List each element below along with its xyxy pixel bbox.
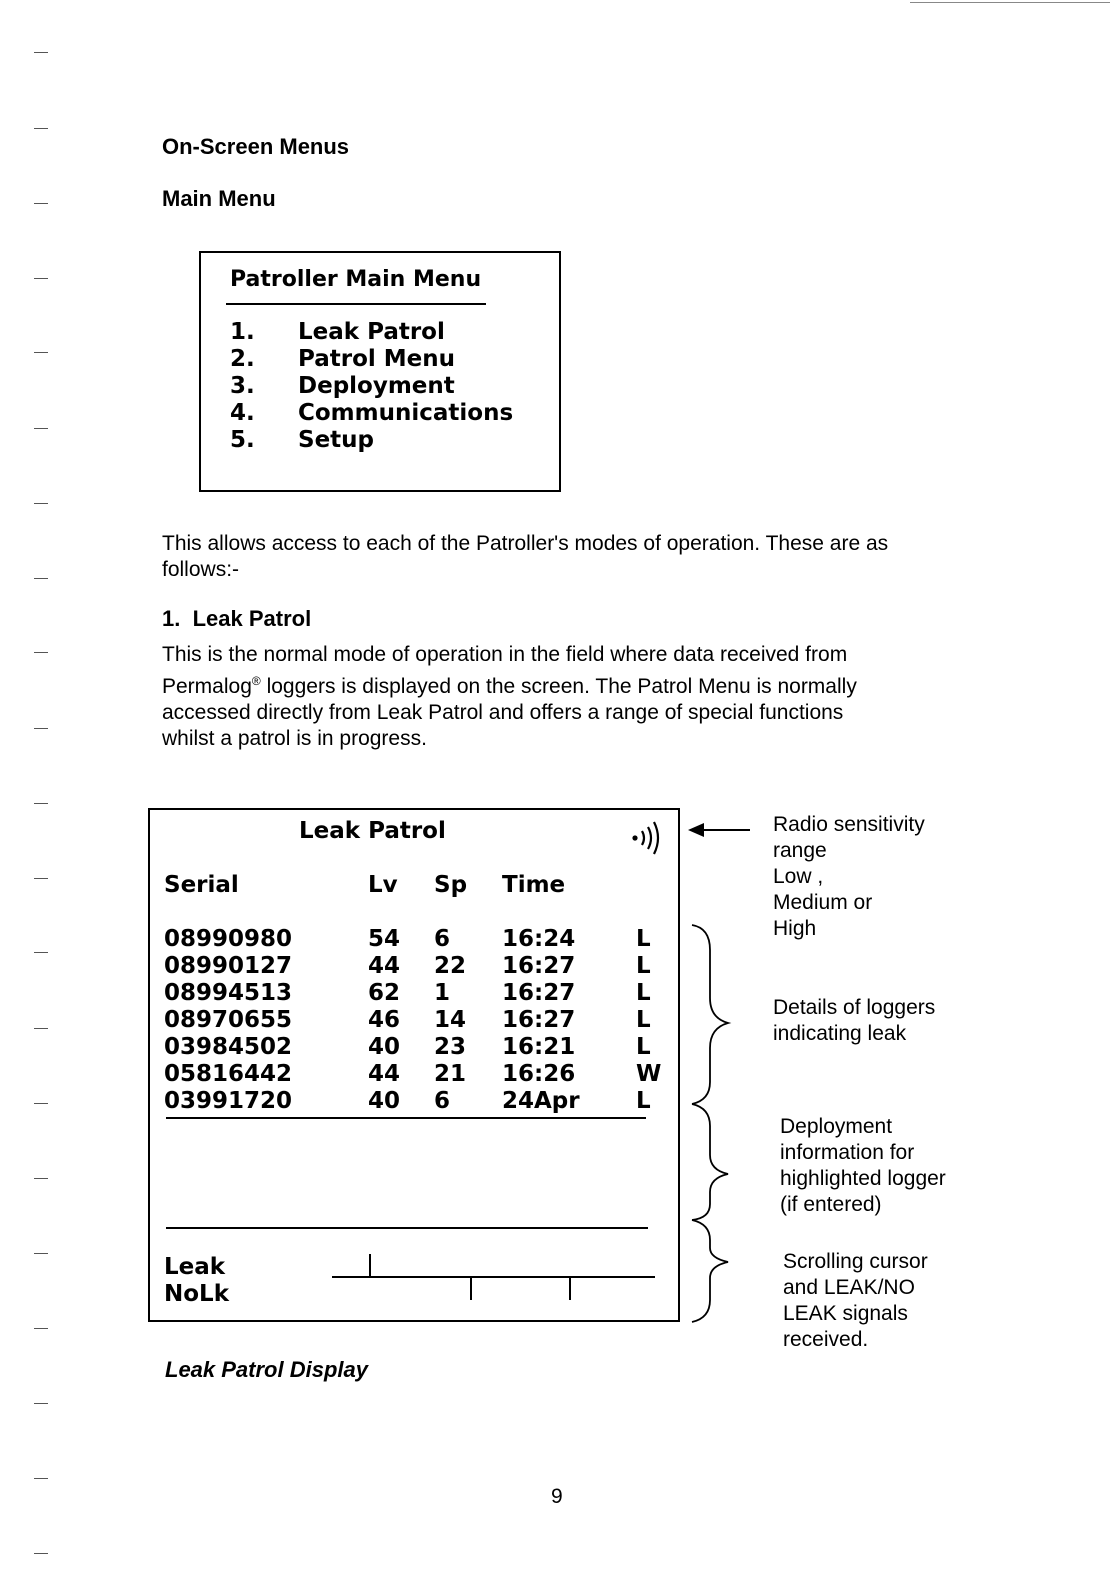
table-row[interactable]: 08990127 44 22 16:27 L [164,953,651,979]
scrolling-cursor-graph [330,1248,660,1308]
col-header-sp: Sp [434,872,468,898]
page-heading: On-Screen Menus [162,134,350,159]
annotation-graphics [680,800,760,1340]
radio-signal-icon [630,818,672,856]
signal-label-leak: Leak [164,1254,226,1280]
brace-scrolling-icon [692,1220,728,1322]
menu-item-communications[interactable]: 4. Communications [230,400,514,426]
table-row[interactable]: 03991720 40 6 24Apr L [164,1088,651,1114]
page-number: 9 [551,1485,563,1508]
figure-caption: Leak Patrol Display [165,1357,368,1382]
leak-patrol-screen [148,808,680,1322]
menu-item-setup[interactable]: 5. Setup [230,427,374,453]
signal-label-nolk: NoLk [164,1281,230,1307]
intro-paragraph: This allows access to each of the Patroller's modes of operation. These are as follows:- [162,532,889,581]
table-row[interactable]: 08994513 62 1 16:27 L [164,980,651,1006]
table-row[interactable]: 05816442 44 21 16:26 W [164,1061,662,1087]
annotation-details: Details of loggers indicating leak [773,996,936,1045]
menu-item-leak-patrol[interactable]: 1. Leak Patrol [230,319,445,345]
main-menu-title: Patroller Main Menu [230,267,482,292]
page-subheading: Main Menu [162,186,276,211]
menu-item-patrol-menu[interactable]: 2. Patrol Menu [230,346,456,372]
col-header-serial: Serial [164,872,239,898]
divider-upper [166,1117,646,1119]
table-row[interactable]: 08990980 54 6 16:24 L [164,926,651,952]
leak-patrol-title: Leak Patrol [299,818,446,844]
annotation-radio: Radio sensitivity range Low , Medium or High [773,813,925,940]
logger-table [150,926,678,1115]
section-title-leak-patrol: 1. Leak Patrol [162,606,312,631]
main-menu-title-rule [226,303,486,305]
table-row[interactable]: 08970655 46 14 16:27 L [164,1007,651,1033]
table-row[interactable]: 03984502 40 23 16:21 L [164,1034,651,1060]
menu-item-deployment[interactable]: 3. Deployment [230,373,455,399]
col-header-lv: Lv [368,872,398,898]
section-paragraph: This is the normal mode of operation in the field where data received from Permalog® loggers is displayed on the screen. The Patrol Menu is normally accessed directly from Leak Patrol and offers a range of special functions whilst a patrol is in progress. [162,643,857,750]
arrow-left-icon [688,823,704,837]
annotation-scrolling: Scrolling cursor and LEAK/NO LEAK signals received. [783,1250,928,1351]
col-header-time: Time [502,872,566,898]
divider-lower [166,1227,648,1229]
brace-details-icon [692,925,728,1104]
main-menu-list [230,319,513,454]
main-menu-screen [199,251,561,492]
annotation-deployment: Deployment information for highlighted logger (if entered) [780,1115,946,1216]
top-rule [910,2,1110,3]
brace-deployment-icon [692,1104,728,1220]
